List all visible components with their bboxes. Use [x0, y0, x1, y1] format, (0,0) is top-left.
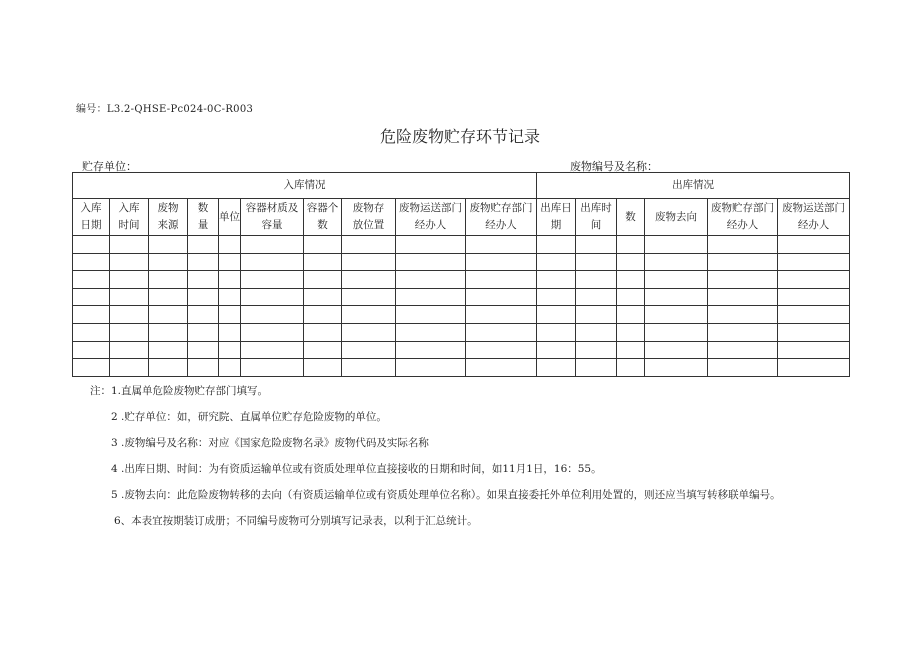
table-cell[interactable]: [396, 306, 466, 324]
column-header: [149, 199, 188, 236]
column-header-line: 废物运送部门: [399, 202, 462, 214]
table-cell[interactable]: [110, 271, 149, 289]
table-cell[interactable]: [576, 323, 617, 341]
table-cell[interactable]: [576, 253, 617, 271]
table-row: [73, 236, 850, 254]
table-row: [73, 306, 850, 324]
table-cell[interactable]: [617, 288, 645, 306]
table-cell[interactable]: [241, 253, 304, 271]
table-row: [73, 253, 850, 271]
column-header-line: 期: [550, 219, 562, 231]
table-cell[interactable]: [241, 359, 304, 377]
table-cell[interactable]: [466, 323, 537, 341]
table-cell[interactable]: [241, 341, 304, 359]
table-cell[interactable]: [537, 288, 576, 306]
table-cell[interactable]: [342, 359, 396, 377]
column-header-line: 废物贮存部门: [469, 202, 533, 214]
table-cell[interactable]: [617, 323, 645, 341]
table-cell[interactable]: [778, 288, 850, 306]
table-cell[interactable]: [219, 236, 241, 254]
note-3: 3 .废物编号及名称：对应《国家危险废物名录》废物代码及实际名称: [111, 437, 429, 449]
table-cell[interactable]: [396, 271, 466, 289]
table-cell[interactable]: [304, 323, 342, 341]
table-cell[interactable]: [342, 323, 396, 341]
column-header: [576, 199, 617, 236]
table-cell[interactable]: [73, 288, 110, 306]
table-cell[interactable]: [110, 323, 149, 341]
table-cell[interactable]: [304, 253, 342, 271]
column-header-line: 经办人: [485, 219, 517, 231]
table-cell[interactable]: [708, 306, 778, 324]
table-cell[interactable]: [466, 253, 537, 271]
table-cell[interactable]: [73, 323, 110, 341]
table-cell[interactable]: [537, 359, 576, 377]
table-cell[interactable]: [576, 341, 617, 359]
column-header: [304, 199, 342, 236]
page-title: 危险废物贮存环节记录: [379, 127, 540, 146]
column-header-line: 数: [317, 219, 328, 231]
column-header: [617, 199, 645, 236]
note-6: 6、本表宜按期装订成册；不同编号废物可分别填写记录表，以利于汇总统计。: [114, 515, 478, 527]
table-cell[interactable]: [537, 341, 576, 359]
table-cell[interactable]: [466, 306, 537, 324]
table-cell[interactable]: [219, 288, 241, 306]
table-cell[interactable]: [149, 288, 188, 306]
table-cell[interactable]: [149, 359, 188, 377]
column-header: [708, 199, 778, 236]
table-cell[interactable]: [645, 359, 708, 377]
table-cell[interactable]: [304, 236, 342, 254]
note-2: 2 .贮存单位：如，研究院、直属单位贮存危险废物的单位。: [111, 411, 387, 423]
table-cell[interactable]: [188, 253, 219, 271]
column-header: [645, 199, 708, 236]
table-cell[interactable]: [617, 236, 645, 254]
inbound-section-header: 入库情况: [73, 173, 537, 199]
column-header: [396, 199, 466, 236]
table-cell[interactable]: [778, 306, 850, 324]
record-table: [72, 172, 850, 377]
table-cell[interactable]: [149, 341, 188, 359]
table-cell[interactable]: [304, 359, 342, 377]
column-header-line: 放位置: [352, 219, 385, 231]
column-header: [110, 199, 149, 236]
column-header: [241, 199, 304, 236]
table-cell[interactable]: [149, 323, 188, 341]
table-cell[interactable]: [396, 323, 466, 341]
waste-code-label: 废物编号及名称：: [570, 160, 658, 173]
column-header-line: 废物贮存部门: [711, 202, 775, 214]
table-cell[interactable]: [396, 288, 466, 306]
table-cell[interactable]: [708, 271, 778, 289]
table-cell[interactable]: [110, 306, 149, 324]
table-cell[interactable]: [576, 288, 617, 306]
table-row: [73, 288, 850, 306]
table-cell[interactable]: [219, 253, 241, 271]
table-cell[interactable]: [645, 306, 708, 324]
table-cell[interactable]: [708, 288, 778, 306]
table-cell[interactable]: [342, 271, 396, 289]
column-header-line: 时间: [118, 219, 140, 231]
table-cell[interactable]: [396, 253, 466, 271]
table-row: [73, 359, 850, 377]
document-code: 编号：L3.2-QHSE-Pc024-0C-R003: [76, 104, 254, 115]
table-cell[interactable]: [110, 253, 149, 271]
table-cell[interactable]: [778, 341, 850, 359]
column-header-line: 经办人: [797, 219, 830, 231]
table-cell[interactable]: [342, 288, 396, 306]
table-cell[interactable]: [617, 306, 645, 324]
table-cell[interactable]: [149, 271, 188, 289]
column-header: [537, 199, 576, 236]
table-cell[interactable]: [645, 288, 708, 306]
table-cell[interactable]: [149, 253, 188, 271]
column-header-line: 数: [625, 210, 636, 223]
table-cell[interactable]: [778, 359, 850, 377]
column-header-line: 来源: [157, 219, 179, 231]
column-header-line: 容器材质及: [245, 202, 299, 214]
table-cell[interactable]: [110, 236, 149, 254]
table-cell[interactable]: [219, 341, 241, 359]
table-cell[interactable]: [241, 236, 304, 254]
table-row: [73, 341, 850, 359]
table-cell[interactable]: [219, 323, 241, 341]
table-cell[interactable]: [241, 306, 304, 324]
column-header-line: 经办人: [414, 219, 447, 231]
table-cell[interactable]: [708, 253, 778, 271]
table-cell[interactable]: [778, 323, 850, 341]
table-cell[interactable]: [73, 253, 110, 271]
table-cell[interactable]: [778, 253, 850, 271]
table-cell[interactable]: [304, 288, 342, 306]
table-row: [73, 271, 850, 289]
table-cell[interactable]: [537, 253, 576, 271]
table-cell[interactable]: [396, 341, 466, 359]
table-cell[interactable]: [149, 306, 188, 324]
table-cell[interactable]: [466, 341, 537, 359]
table-cell[interactable]: [73, 341, 110, 359]
table-cell[interactable]: [219, 306, 241, 324]
table-cell[interactable]: [304, 271, 342, 289]
column-header: [342, 199, 396, 236]
table-cell[interactable]: [537, 271, 576, 289]
table-cell[interactable]: [617, 359, 645, 377]
table-cell[interactable]: [188, 271, 219, 289]
column-header: [778, 199, 850, 236]
table-cell[interactable]: [342, 236, 396, 254]
table-cell[interactable]: [110, 288, 149, 306]
column-header: [466, 199, 537, 236]
table-cell[interactable]: [188, 306, 219, 324]
column-header: [219, 199, 241, 236]
table-cell[interactable]: [396, 359, 466, 377]
table-cell[interactable]: [73, 271, 110, 289]
column-header-line: 单位: [219, 210, 240, 223]
table-cell[interactable]: [466, 271, 537, 289]
table-cell[interactable]: [241, 323, 304, 341]
table-cell[interactable]: [778, 236, 850, 254]
column-header-line: 经办人: [726, 219, 759, 231]
table-cell[interactable]: [219, 359, 241, 377]
table-cell[interactable]: [576, 271, 617, 289]
table-cell[interactable]: [708, 323, 778, 341]
table-cell[interactable]: [241, 288, 304, 306]
table-cell[interactable]: [645, 236, 708, 254]
table-cell[interactable]: [466, 359, 537, 377]
table-cell[interactable]: [73, 306, 110, 324]
table-cell[interactable]: [537, 306, 576, 324]
table-cell[interactable]: [617, 341, 645, 359]
column-header-line: 入库: [118, 202, 140, 214]
column-header-line: 间: [590, 219, 602, 231]
table-cell[interactable]: [149, 236, 188, 254]
table-cell[interactable]: [342, 306, 396, 324]
table-cell[interactable]: [645, 323, 708, 341]
column-header-line: 出库日: [540, 202, 572, 214]
column-header-line: 容量: [261, 219, 283, 231]
column-header-line: 废物运送部门: [782, 202, 846, 214]
table-cell[interactable]: [778, 271, 850, 289]
table-cell[interactable]: [73, 236, 110, 254]
table-cell[interactable]: [396, 236, 466, 254]
table-cell[interactable]: [219, 271, 241, 289]
table-cell[interactable]: [645, 341, 708, 359]
table-cell[interactable]: [110, 359, 149, 377]
table-cell[interactable]: [617, 253, 645, 271]
column-header-line: 数: [197, 202, 209, 214]
column-header-line: 废物存: [352, 202, 385, 214]
storage-unit-label: 贮存单位：: [82, 160, 137, 173]
table-cell[interactable]: [110, 341, 149, 359]
column-header-line: 容器个: [306, 202, 339, 214]
table-cell[interactable]: [188, 341, 219, 359]
table-cell[interactable]: [466, 288, 537, 306]
column-header-line: 入库: [80, 202, 102, 214]
note-5: 5 .废物去向：此危险废物转移的去向（有资质运输单位或有资质处理单位名称）。如果直接委托外单位利用处置的，则还应当填写转移联单编号。: [111, 489, 781, 501]
table-row: [73, 323, 850, 341]
column-header-line: 量: [197, 219, 209, 231]
table-cell[interactable]: [188, 323, 219, 341]
table-cell[interactable]: [537, 323, 576, 341]
table-cell[interactable]: [188, 288, 219, 306]
column-header-line: 出库时: [580, 202, 612, 214]
table-cell[interactable]: [241, 271, 304, 289]
table-cell[interactable]: [708, 359, 778, 377]
table-cell[interactable]: [342, 341, 396, 359]
column-header: [188, 199, 219, 236]
table-cell[interactable]: [708, 236, 778, 254]
table-cell[interactable]: [576, 306, 617, 324]
table-cell[interactable]: [304, 306, 342, 324]
note-4: 4 .出库日期、时间：为有资质运输单位或有资质处理单位直接接收的日期和时间，如11月1日，16：55。: [111, 463, 602, 475]
table-cell[interactable]: [188, 359, 219, 377]
note-1: 注：1.直属单危险废物贮存部门填写。: [90, 385, 269, 397]
outbound-section-header: 出库情况: [537, 173, 850, 199]
column-header: [73, 199, 110, 236]
table-cell[interactable]: [576, 359, 617, 377]
table-cell[interactable]: [617, 271, 645, 289]
column-header-line: 废物: [157, 202, 179, 214]
table-cell[interactable]: [188, 236, 219, 254]
table-cell[interactable]: [466, 236, 537, 254]
table-cell[interactable]: [304, 341, 342, 359]
column-header-line: 日期: [80, 219, 102, 231]
table-cell[interactable]: [537, 236, 576, 254]
table-cell[interactable]: [708, 341, 778, 359]
table-cell[interactable]: [645, 253, 708, 271]
table-cell[interactable]: [576, 236, 617, 254]
table-cell[interactable]: [342, 253, 396, 271]
table-cell[interactable]: [645, 271, 708, 289]
column-header-line: 废物去向: [655, 210, 698, 223]
table-cell[interactable]: [73, 359, 110, 377]
